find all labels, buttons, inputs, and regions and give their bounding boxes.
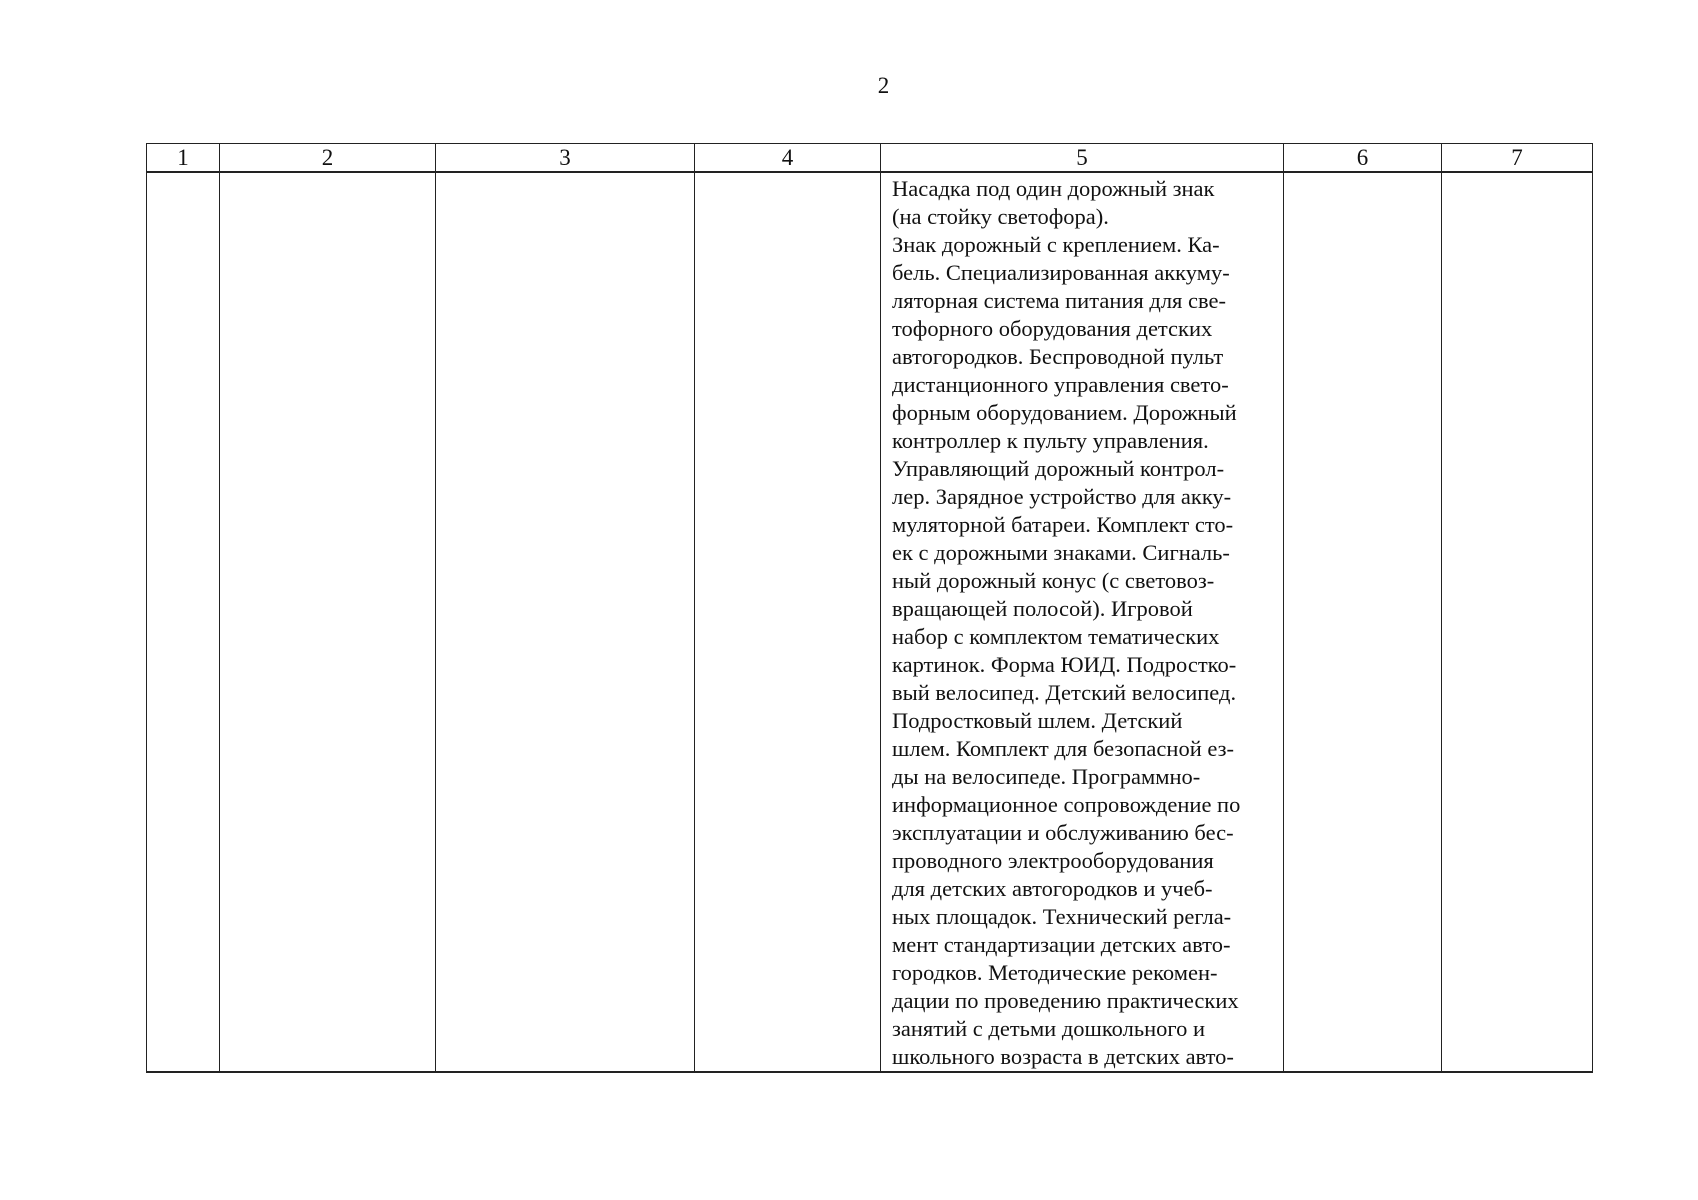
description-line: Подростковый шлем. Детский — [892, 708, 1183, 733]
cell-col7 — [1442, 172, 1593, 1072]
column-header-1: 1 — [147, 144, 220, 173]
description-line: городков. Методические рекомен- — [892, 960, 1218, 985]
description-line: проводного электрооборудования — [892, 848, 1214, 873]
description-line: (на стойку светофора). — [892, 204, 1109, 229]
description-line: Знак дорожный с креплением. Ка- — [892, 232, 1220, 257]
cell-col1 — [147, 172, 220, 1072]
description-line: ек с дорожными знаками. Сигналь- — [892, 540, 1230, 565]
description-line: эксплуатации и обслуживанию бес- — [892, 820, 1234, 845]
column-header-3: 3 — [436, 144, 695, 173]
description-line: тофорного оборудования детских — [892, 316, 1213, 341]
equipment-description — [881, 173, 1283, 1071]
description-line: контроллер к пульту управления. — [892, 428, 1209, 453]
description-line: лер. Зарядное устройство для акку- — [892, 484, 1232, 509]
description-line: набор с комплектом тематических — [892, 624, 1220, 649]
cell-col6 — [1284, 172, 1442, 1072]
description-line: для детских автогородков и учеб- — [892, 876, 1213, 901]
table-header-row — [147, 144, 1593, 173]
cell-col5 — [881, 172, 1284, 1072]
description-line: бель. Специализированная аккуму- — [892, 260, 1230, 285]
description-line: школьного возраста в детских авто- — [892, 1044, 1234, 1069]
description-line: информационное сопровождение по — [892, 792, 1241, 817]
description-line: форным оборудованием. Дорожный — [892, 400, 1237, 425]
cell-col2 — [220, 172, 436, 1072]
description-line: картинок. Форма ЮИД. Подростко- — [892, 652, 1237, 677]
description-line: дистанционного управления свето- — [892, 372, 1229, 397]
column-header-7: 7 — [1442, 144, 1593, 173]
description-line: ный дорожный конус (с световоз- — [892, 568, 1215, 593]
description-line: дации по проведению практических — [892, 988, 1239, 1013]
description-line: шлем. Комплект для безопасной ез- — [892, 736, 1235, 761]
table-row — [147, 172, 1593, 1072]
column-header-4: 4 — [695, 144, 881, 173]
description-line: муляторной батареи. Комплект сто- — [892, 512, 1234, 537]
cell-col3 — [436, 172, 695, 1072]
description-line: вращающей полосой). Игровой — [892, 596, 1193, 621]
description-line: ных площадок. Технический регла- — [892, 904, 1232, 929]
column-header-5: 5 — [881, 144, 1284, 173]
description-line: ляторная система питания для све- — [892, 288, 1226, 313]
description-line: занятий с детьми дошкольного и — [892, 1016, 1205, 1041]
description-line: вый велосипед. Детский велосипед. — [892, 680, 1237, 705]
description-line: ды на велосипеде. Программно- — [892, 764, 1201, 789]
page-number: 2 — [877, 73, 890, 98]
cell-col4 — [695, 172, 881, 1072]
description-line: Управляющий дорожный контрол- — [892, 456, 1225, 481]
document-table — [146, 143, 1593, 1073]
description-line: автогородков. Беспроводной пульт — [892, 344, 1224, 369]
column-header-2: 2 — [220, 144, 436, 173]
description-line: мент стандартизации детских авто- — [892, 932, 1231, 957]
column-header-6: 6 — [1284, 144, 1442, 173]
description-line: Насадка под один дорожный знак — [892, 176, 1215, 201]
